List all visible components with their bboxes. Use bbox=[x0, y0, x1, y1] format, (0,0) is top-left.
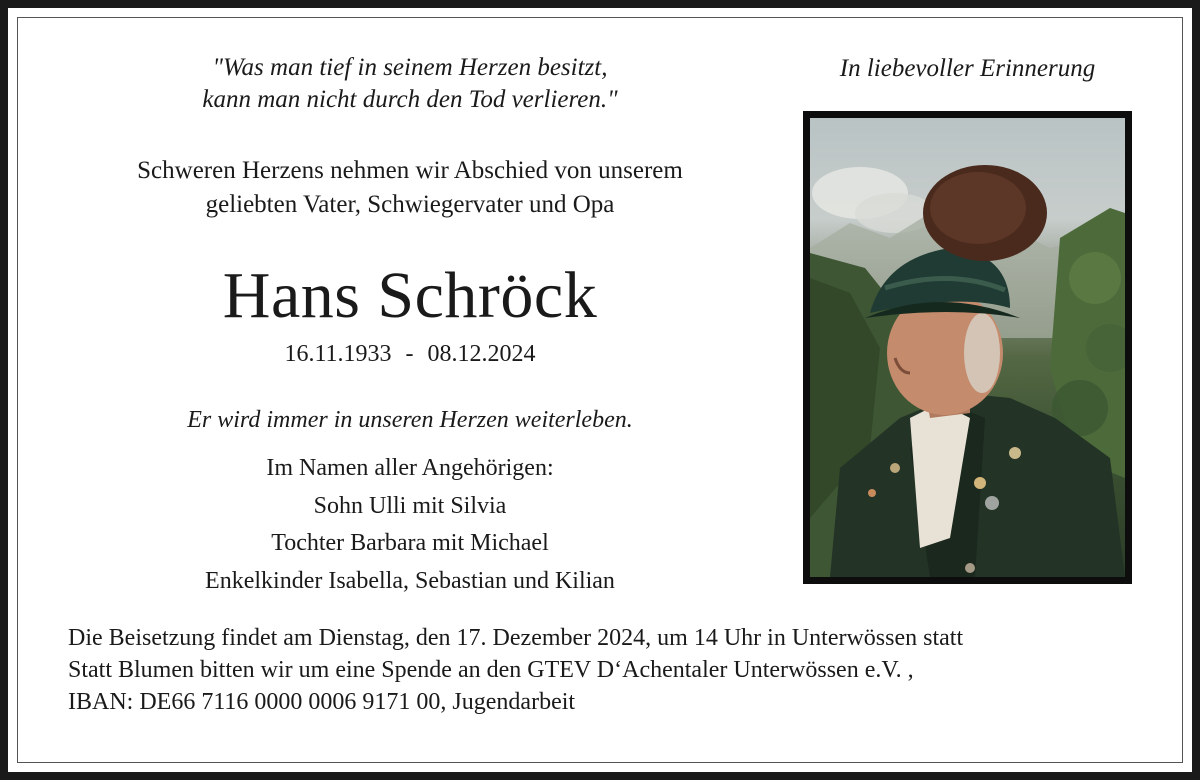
family-block bbox=[60, 450, 760, 600]
date-separator: - bbox=[405, 341, 414, 367]
memory-heading: In liebevoller Erinnerung bbox=[839, 55, 1096, 82]
quote-line: "Was man tief in seinem Herzen besitzt, bbox=[212, 54, 608, 81]
footer-line: Die Beisetzung findet am Dienstag, den 17. Dezember 2024, um 14 Uhr in Unterwössen statt bbox=[68, 625, 964, 651]
photo-frame bbox=[803, 111, 1132, 584]
death-date: 08.12.2024 bbox=[427, 341, 536, 367]
footer-line: IBAN: DE66 7116 0000 0006 9171 00, Jugendarbeit bbox=[68, 689, 576, 715]
portrait-illustration bbox=[810, 118, 1125, 577]
intro-line: geliebten Vater, Schwiegervater und Opa bbox=[205, 191, 615, 218]
birth-date: 16.11.1933 bbox=[284, 341, 392, 367]
family-heading: Im Namen aller Angehörigen: bbox=[266, 455, 554, 481]
family-member: Tochter Barbara mit Michael bbox=[271, 530, 549, 556]
intro-line: Schweren Herzens nehmen wir Abschied von unserem bbox=[137, 157, 683, 184]
quote-line: kann man nicht durch den Tod verlieren." bbox=[202, 86, 618, 113]
portrait-photo bbox=[810, 118, 1125, 577]
family-member: Sohn Ulli mit Silvia bbox=[313, 492, 507, 519]
quote bbox=[60, 52, 760, 116]
footer-line: Statt Blumen bitten wir um eine Spende an den GTEV D‘Achentaler Unterwössen e.V. , bbox=[68, 657, 914, 683]
intro-text bbox=[60, 154, 760, 222]
life-dates bbox=[60, 338, 760, 370]
family-member: Enkelkinder Isabella, Sebastian und Kilian bbox=[205, 567, 615, 594]
deceased-name: Hans Schröck bbox=[222, 259, 598, 332]
motto: Er wird immer in unseren Herzen weiterleben. bbox=[187, 407, 633, 433]
funeral-details bbox=[68, 622, 1168, 718]
